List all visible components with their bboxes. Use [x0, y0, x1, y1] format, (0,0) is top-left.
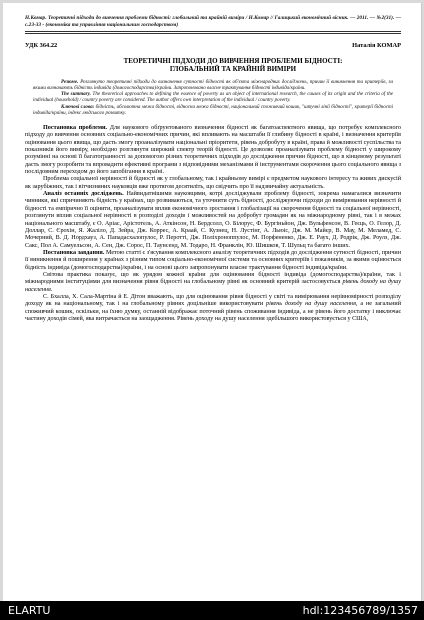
viewer-status-bar: [0, 601, 424, 620]
keywords-text: бідність, абсолютна межа бідності, відносна межа бідності, національний споживчий кошик, "штучні лінії бідності", критерії бідності індивіда/країни, індекс людського розвитку.: [33, 104, 393, 116]
body-paragraph: [25, 272, 401, 294]
resume-text: Розглянуто теоретичні підходи до визначення сутності бідності як об'єкта міжнародних досліджень, причин її виникнення та критеріїв, за якими визначають бідність індивіда (домогосподарства)/країни. Запропоновано власне трактування бідності індивіда/країни.: [33, 79, 394, 92]
article-body: [25, 125, 401, 323]
summary-text: The theoretical approaches to defining the essence of poverty as an object of international research, the causes of its origin and the criteria of the individual (household) / country poverty are considered. The author offers own interpretation of the individual / country poverty.: [33, 92, 394, 104]
title-line-1: ТЕОРЕТИЧНІ ПІДХОДИ ДО ВИВЧЕННЯ ПРОБЛЕМИ БІДНОСТІ:: [123, 57, 343, 65]
abstract-block: [33, 80, 393, 117]
body-paragraph: [25, 294, 401, 323]
paragraph-text: Для наукового обґрунтованого визначення бідності як багатоаспектного явища, що потребує комплексного підходу до вивчення основних соціально-економічних причин, які впливають на масштаби її глибину бідності в країні, і визначення критеріїв оцінювання цього явища, що дасть змогу проаналізувати національні пріоритети, рівень добробуту в країні, права й можливості суспільства та показників його виміру, необхідно розглянути широкий спектр теорій бідності. Це дозволяє проаналізувати проблему бідності у широкому розумінні на основі її багатогранності за допомогою різних теоретичних підходів до дослідження причин бідності, що в кінцевому результаті дасть змогу розробити та впровадити ефективні програми з відповідними механізмами й інструментами скорочення цього соціального явища з послідовним переходом до його запобігання в країні.: [25, 125, 401, 176]
summary-label: The summary.: [61, 92, 91, 98]
paragraph-text: а не загальний споживчий кошик, оскільки, на їхню думку, останній відображає поточний рівень споживання індивіда, а не рівень його достатку і виключає частину доходів сімей, яка витрачається на заощадження. Рівень доходу на душу населення здебільшого використовується у США,: [25, 301, 401, 322]
summary-paragraph: [33, 92, 393, 104]
repository-name: ELARTU: [8, 604, 51, 617]
body-paragraph: [25, 176, 401, 191]
resume-label: Резюме.: [61, 79, 79, 85]
section-label-task: Постановка завдання.: [43, 249, 105, 256]
header-rule-thin: [25, 33, 401, 34]
body-paragraph: [25, 125, 401, 176]
section-label-problem: Постановка проблеми.: [43, 125, 108, 132]
paragraph-text: Найвидатнішими науковцями, котрі досліджували проблему бідності, зокрема намагалися визначити чинники, які спричиняють бідність у країнах, що розвиваються, та уточнити суть бідності, досліджуючи підходи до вимірювання нерівності й бідності та емпірично її оцінити, проаналізувати вплив економічного зростання і глобалізації на скорочення бідності та соціальної нерівності, розглянути вплив соціальної нерівності в розподілі доходів і можливостей на добробут громадян як на міжнародному рівні, так і в межах національного масштабу, є О. Аріас, Арістотель, А. Аткінсон, Н. Бердсолл, О. Білорус, Ф. Бургіньйон, Дж. Вульфенсон, В. Геєць, О. Гелор, Д. Доллар, С. Єрохін, Я. Жаліло, Д. Зейра, Дж. Коррес, А. Краай, С. Кузнец, Н. Лустінг, А. Льюіс, Дж. М. Майєр, В. Мау, М. Меламед, С. Мочерний, В. Д. Нордхауз, А. Пападасхалопулос, Р. Перотті, Дж. Поліхроноппулос, М. Порфененко, Дж. Е. Раух, Д. Родрік, Дж. Роулз, Дж. Сакс, Пол А. Самуельсон, А. Сен, Дж. Сорос, П. Таунсенд, М. Тодаро, Н. Франклін, Ю. Шишков, Т. Шульц та багато інших.: [25, 191, 401, 249]
udk-author-row: [25, 42, 401, 49]
author-name: Наталія КОМАР: [352, 42, 401, 49]
title-line-2: ГЛОБАЛЬНИЙ ТА КРАЙНІЙ ВИМІРИ: [169, 65, 297, 74]
udk-code: УДК 364.22: [25, 42, 58, 49]
document-page: [3, 3, 422, 601]
citation-header: Н.Комар. Теоретичні підходи до вивчення проблеми бідності: глобальний та крайній виміри / Н.Комар // Галицький економічний вісник. — 2011. — №2(31). — с.23-33 - (економіка та управління національним господарством): [25, 15, 401, 28]
paragraph-text: Проблема соціальної нерівності й бідності як у глобальному, так і крайньому вимірі є предметом наукового інтересу та живих дискусій як зарубіжних, так і вітчизняних науковців вже протягом десятиліть, що свідчить про її надзвичайну актуальність.: [25, 176, 401, 190]
page-content: [25, 15, 401, 323]
emphasis-text: рівень доходу на душу населення.: [25, 279, 401, 293]
handle-link[interactable]: hdl:123456789/1357: [302, 604, 418, 617]
resume-paragraph: [33, 80, 393, 92]
body-paragraph: [25, 191, 401, 250]
paragraph-text: С. Бхалла, Х. Сала-Мартіна й Е. Дітон вважають, що для оцінювання рівня бідності у світі та вимірювання нерівномірності розподілу доходу як на національному, так і на глобальному рівнях доцільніше використовувати: [25, 293, 401, 308]
article-title: [65, 57, 401, 74]
header-rule: [25, 31, 401, 32]
emphasis-text: рівень доходу на душу населення,: [266, 301, 358, 308]
body-paragraph: [25, 250, 401, 272]
paragraph-text: Метою статті є з'ясування комплексного аналізу теоретичних підходів до дослідження сутності бідності, причин її виникнення й поширення у країнах з різним типом соціально-економічної системи та основних критеріїв і показників, за якими оцінюється бідність індивіда (домогосподарства)/країни, і на основі цього запропонувати власне трактування бідності індивіда/країни.: [25, 249, 401, 271]
paragraph-text: Світова практика показує, що як урядом кожної країни для оцінювання бідності індивіда (домогосподарства)/країни, так і міжнародними інституціями для визначення рівня бідності на глобальному рівні як основний критерій застосовується: [25, 271, 401, 286]
keywords-label: Ключові слова:: [61, 104, 95, 110]
section-label-analysis: Аналіз останніх досліджень.: [43, 191, 124, 198]
keywords-paragraph: [33, 105, 393, 117]
